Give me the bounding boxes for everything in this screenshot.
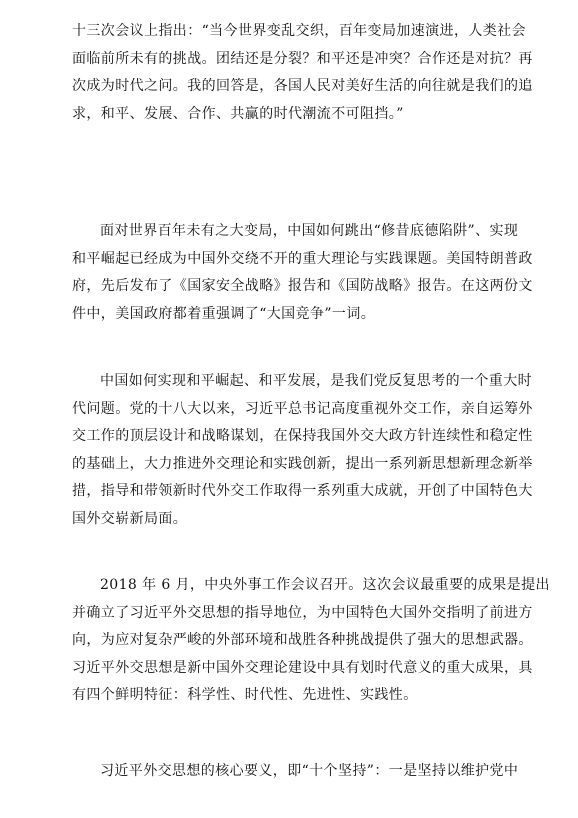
paragraph-line: 次成为时代之问。我的回答是，各国人民对美好生活的向往就是我们的追	[72, 78, 533, 95]
paragraph-line: 中国如何实现和平崛起、和平发展，是我们党反复思考的一个重大时	[100, 373, 532, 389]
paragraph-line: 向，为应对复杂严峻的外部环境和战胜各种挑战提供了强大的思想武器。	[72, 632, 533, 649]
paragraph-line: 求，和平、发展、合作、共赢的时代潮流不可阻挡。”	[72, 105, 404, 122]
paragraph-line: 件中，美国政府都着重强调了“大国竞争”一词。	[72, 305, 376, 322]
paragraph-line: 交工作的顶层设计和战略谋划，在保持我国外交大政方针连续性和稳定性	[72, 428, 533, 445]
paragraph-line: 习近平外交思想是新中国外交理论建设中具有划时代意义的重大成果，具	[72, 659, 533, 676]
paragraph-line: 十三次会议上指出：“当今世界变乱交织，百年变局加速演进，人类社会	[72, 23, 526, 39]
paragraph-line: 有四个鲜明特征：科学性、时代性、先进性、实践性。	[72, 687, 418, 704]
paragraph-line: 面临前所未有的挑战。团结还是分裂？和平还是冲突？合作还是对抗？再	[72, 50, 533, 67]
paragraph-line: 2018 年 6 月，中央外事工作会议召开。这次会议最重要的成果是提出	[100, 577, 550, 593]
paragraph-line: 代问题。党的十八大以来，习近平总书记高度重视外交工作，亲自运筹外	[72, 400, 533, 417]
paragraph-line: 和平崛起已经成为中国外交绕不开的重大理论与实践课题。美国特朗普政	[72, 250, 533, 267]
paragraph-line: 府，先后发布了《国家安全战略》报告和《国防战略》报告。在这两份文	[72, 278, 533, 295]
paragraph-line: 面对世界百年未有之大变局，中国如何跳出“修昔底德陷阱”、实现	[100, 223, 519, 239]
paragraph-line: 措，指导和带领新时代外交工作取得一系列重大成就，开创了中国特色大	[72, 483, 533, 500]
paragraph-3	[72, 368, 533, 534]
paragraph-line: 习近平外交思想的核心要义，即“十个坚持”：一是坚持以维护党中	[100, 763, 519, 779]
paragraph-line: 并确立了习近平外交思想的指导地位，为中国特色大国外交指明了前进方	[72, 604, 533, 621]
paragraph-line: 的基础上，大力推进外交理论和实践创新，提出一系列新思想新理念新举	[72, 455, 533, 472]
paragraph-2	[72, 218, 533, 328]
paragraph-1	[72, 18, 533, 128]
paragraph-line: 国外交崭新局面。	[72, 510, 188, 527]
paragraph-5	[72, 758, 519, 786]
paragraph-4	[72, 572, 550, 710]
